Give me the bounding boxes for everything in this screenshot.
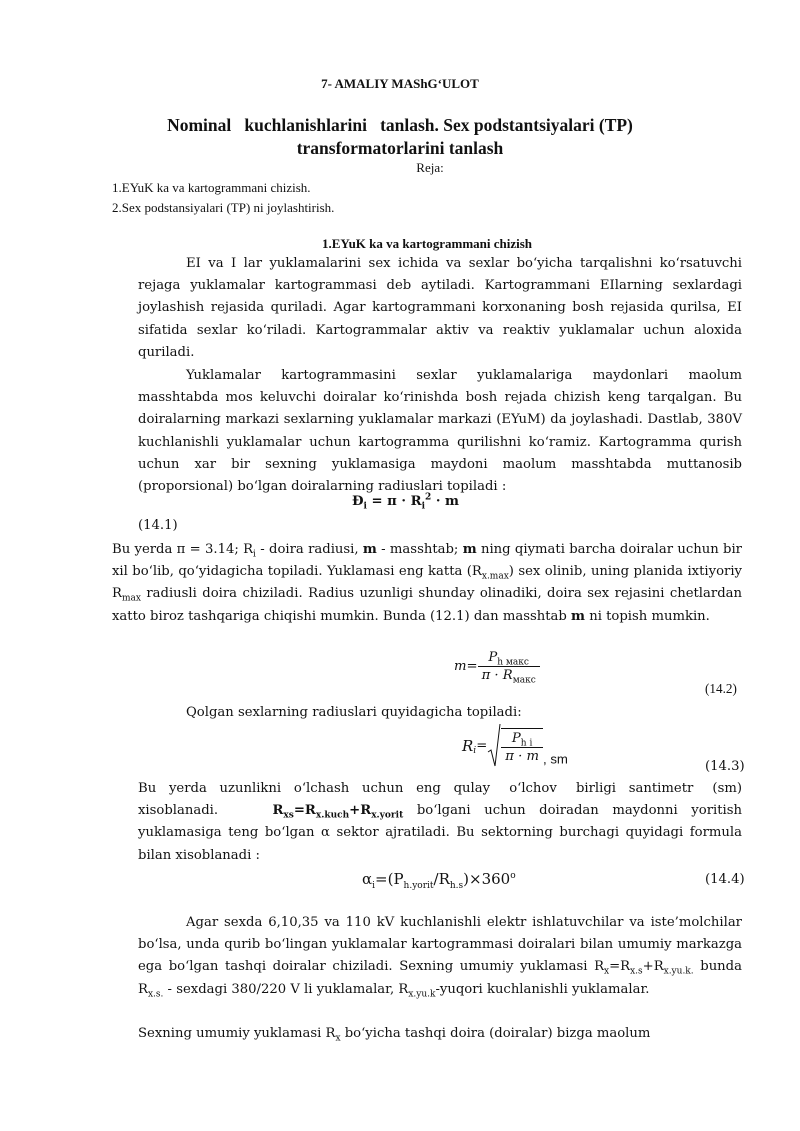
p3-m2: m: [462, 542, 477, 557]
eq142-den-sub: макс: [512, 675, 536, 686]
paragraph-2: Yuklamalar kartogrammasini sexlar yuklamalariga maydonlari maolum masshtabda mos keluvchi doiralar ko‘rinishda bosh rejada chizish keng tarqalgan. Bu doiralarning markazi sexlarning yuklamalar markazi (EYuM) da joylashadi. Dastlab, 380V kuchlanishli yuklamalar uchun kartogramma qurilishni ko‘ramiz. Kartogramma qurish uchun xar bir sexning yuklamasiga maydoni maolum masshtabda muttanosib (proporsional) bo‘lgan doiralarning radiuslari topiladi :: [138, 368, 742, 495]
p7-b: bo‘yicha tashqi doira (doiralar) bizga maolum: [340, 1026, 651, 1041]
lesson-heading: 7- AMALIY MAShG‘ULOT: [321, 76, 479, 91]
plan-item-1: 1.EYuK ka va kartogrammani chizish.: [112, 180, 311, 195]
eq144-end: )×360: [463, 870, 511, 888]
p5-sub-xkuch: x.kuch: [315, 810, 350, 821]
p3-lead: Bu yerda: [112, 542, 173, 557]
eq141-sub-i: i: [363, 501, 367, 512]
p5-sub-xyorit: x.yorit: [371, 810, 404, 821]
plan-item-2: 2.Sex podstansiyalari (TP) ni joylashtirish.: [112, 200, 335, 215]
document-title: [120, 114, 680, 160]
equation-14-3: [462, 722, 568, 770]
p6-c: +R: [642, 959, 664, 975]
eq144-sup-o: o: [510, 871, 516, 881]
eq143-fraction: [501, 728, 543, 764]
p3-sub-max: max: [121, 594, 141, 605]
eq144-sub-hyorit: h.yorit: [403, 881, 434, 891]
p3-e: radiusli doira chiziladi. Radius uzunligi shunday olinadiki, doira sex rejasini chetlardan xatto biroz tashqariga chiqishi mumkin. Bunda (12.1) dan masshtab: [112, 586, 742, 624]
p5-plus: +R: [349, 803, 372, 819]
p6-b: =R: [609, 959, 631, 975]
p5-sub-xs: xs: [283, 810, 294, 821]
eq141-sup-2: 2: [425, 492, 432, 503]
p3-c: ning qiymati barcha doiralar uchun bir xil bo‘lib, qo‘yidagicha topiladi. Yuklamasi eng katta (R: [112, 542, 742, 580]
eq141-sub-i2: i: [421, 501, 425, 512]
plan-label: Reja:: [416, 160, 444, 175]
p6-sub-xs: x.s: [630, 967, 643, 978]
eq143-r-sub: i: [473, 746, 477, 757]
eq143-sqrt: [487, 722, 543, 770]
eq141-rhs: · m: [431, 494, 459, 509]
eq144-sub-hs: h.s: [449, 881, 464, 891]
equation-number-14-4: (14.4): [705, 872, 745, 887]
p3-sub-i: i: [253, 549, 256, 560]
p3-b: - masshtab;: [376, 542, 463, 557]
eq142-den: π · R: [481, 668, 513, 683]
p6-sub-xs2: x.s.: [147, 989, 164, 1000]
p3-a: - doira radiusi,: [255, 542, 363, 557]
p3-sub-xmax: x.max: [481, 571, 509, 582]
paragraph-3: [112, 539, 742, 628]
eq144-sub-i: i: [372, 881, 376, 891]
p5-eq: =R: [293, 803, 316, 819]
eq142-denominator: [478, 667, 540, 686]
eq143-numerator: [501, 731, 543, 748]
eq144-mid: =(P: [375, 870, 404, 888]
eq144-alpha: α: [362, 870, 373, 888]
sqrt-sign-icon: [487, 722, 501, 770]
p6-sub-xyuk2: x.yu.k: [408, 989, 436, 1000]
eq142-num-sub: h макс: [497, 657, 529, 668]
eq142-m: m=: [454, 659, 478, 674]
equation-14-2: [454, 650, 540, 686]
eq141-lhs: Ð: [352, 494, 364, 509]
paragraph-4: Qolgan sexlarning radiuslari quyidagicha topiladi:: [186, 705, 522, 720]
p5-rxs: R: [272, 803, 284, 819]
eq143-num-sub: h i: [520, 738, 533, 749]
eq143-unit: , sm: [543, 751, 568, 767]
equation-number-14-1: (14.1): [138, 518, 178, 533]
eq142-numerator: [478, 650, 540, 667]
p3-d: ) sex olinib, uning planida ixtiyoriy R: [112, 564, 742, 602]
p6-sub-xyuk: x.yu.k.: [663, 967, 694, 978]
eq141-mid: = π · R: [366, 494, 422, 509]
p5-b: bo‘lgani uchun doiradan maydonni yoritish yuklamasiga teng bo‘lgan α sektor ajratiladi. Bu sektorning burchagi quyidagi formula bilan xisoblanadi :: [138, 803, 743, 863]
p3-m3: m: [571, 608, 586, 624]
equation-14-4: [362, 870, 516, 891]
p7-sub-x: x: [335, 1033, 341, 1044]
eq143-r: R: [462, 737, 474, 755]
p6-e: - sexdagi 380/220 V li yuklamalar, R: [163, 981, 409, 997]
section-title: 1.EYuK ka va kartogrammani chizish: [321, 236, 533, 251]
paragraph-7: [138, 1023, 742, 1045]
eq143-denominator: π · m: [505, 749, 539, 764]
p6-sub-x: x: [604, 967, 610, 978]
title-line-2: transformatorlarini tanlash: [296, 138, 504, 158]
p6-a: Agar sexda 6,10,35 va 110 kV kuchlanishli elektr ishlatuvchilar va iste’molchilar bo‘lsa, unda qurib bo‘lingan yuklamalar kartogrammasi doiralari bilan umumiy markazga ega bo‘lgan tashqi doiralar chiziladi. Sexning umumiy yuklamasi R: [138, 915, 742, 975]
eq142-num-p: P: [488, 650, 498, 665]
eq143-num-p: P: [511, 731, 521, 746]
p5-a: Bu yerda uzunlikni o‘lchash uchun eng qulay o‘lchov birligi santimetr (sm) xisoblanadi.: [138, 781, 747, 819]
eq144-slash: /R: [433, 870, 450, 888]
title-line-1: Nominal kuchlanishlarini tanlash. Sex podstantsiyalari (TP): [167, 115, 633, 135]
p3-m1: m: [362, 542, 377, 557]
p6-d: bunda R: [138, 959, 742, 997]
paragraph-6: [138, 912, 742, 1001]
equation-14-1: [352, 492, 459, 512]
equation-number-14-2: (14.2): [705, 681, 737, 696]
p6-f: -yuqori kuchlanishli yuklamalar.: [435, 981, 650, 997]
eq143-eq: =: [476, 738, 488, 754]
equation-number-14-3: (14.3): [705, 759, 745, 774]
paragraph-5: [138, 778, 747, 867]
p3-pi: π = 3.14; R: [172, 542, 254, 557]
eq142-fraction: [478, 650, 540, 686]
p3-f: ni topish mumkin.: [585, 608, 710, 624]
paragraph-1: EI va I lar yuklamalarini sex ichida va sexlar bo‘yicha tarqalishni ko‘rsatuvchi rejaga yuklamalar kartogrammasi deb aytiladi. Kartogrammani EIlarning sexlardagi joylashish rejasida quriladi. Agar kartogrammani korxonaning bosh rejasida qurilsa, EI sifatida sexlar ko‘riladi. Kartogrammalar aktiv va reaktiv yuklamalar uchun aloxida quriladi.: [138, 256, 742, 360]
p7-a: Sexning umumiy yuklamasi R: [138, 1026, 336, 1041]
